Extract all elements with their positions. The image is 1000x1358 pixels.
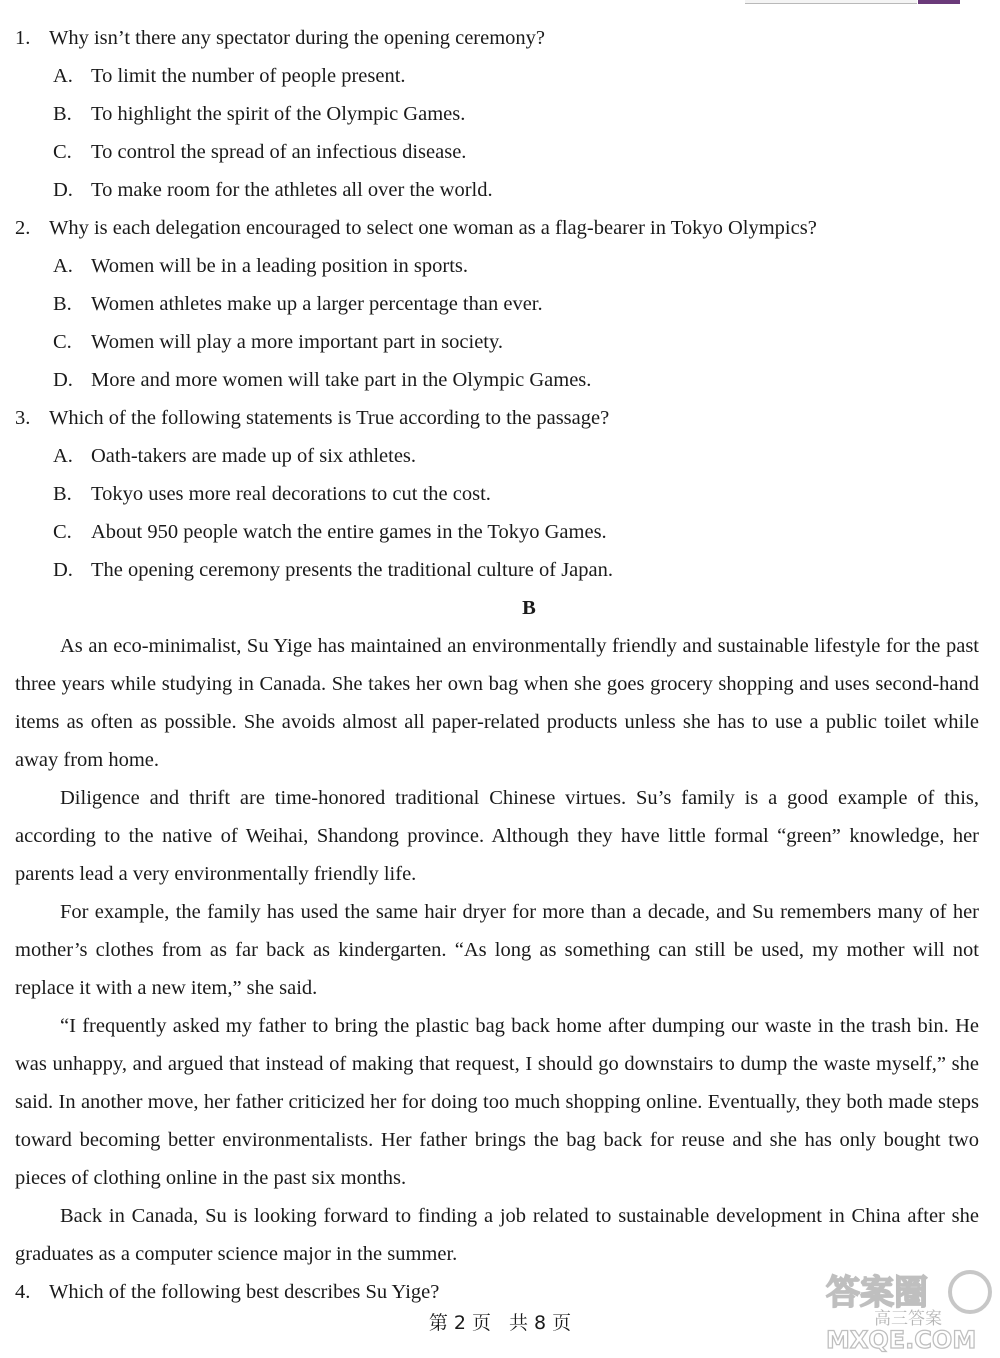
question-text: Why is each delegation encouraged to select one woman as a flag-bearer in Tokyo Olympics? <box>49 217 817 239</box>
watermark-url: MXQE.COM <box>826 1326 977 1354</box>
option-text: To control the spread of an infectious disease. <box>91 141 467 163</box>
option-letter: B. <box>53 483 72 505</box>
page-number: 第 2 页 <box>428 1312 491 1334</box>
question-number: 3. <box>15 407 31 429</box>
question-1-option-b <box>53 95 465 133</box>
question-3 <box>15 399 609 437</box>
option-text: Women will be in a leading position in sports. <box>91 255 468 277</box>
passage-paragraph-4: “I frequently asked my father to bring the plastic bag back home after dumping our waste in the trash bin. He was unhappy, and argued that instead of making that request, I should go downstairs to dump the waste myself,” she said. In another move, her father criticized her for doing too much shopping online. Eventually, they both made steps toward becoming better environmentalists. Her father brings the bag back for reuse and she has only bought two pieces of clothing online in the past six months. <box>15 1015 979 1189</box>
option-text: Women will play a more important part in society. <box>91 331 504 353</box>
option-letter: A. <box>53 445 73 467</box>
question-3-option-b <box>53 475 491 513</box>
question-1-option-c <box>53 133 466 171</box>
watermark-subtitle: 高三答案 <box>874 1309 942 1329</box>
question-1-option-a <box>53 57 406 95</box>
watermark-logo <box>822 1266 994 1354</box>
option-letter: C. <box>53 521 72 543</box>
question-text: Which of the following statements is True according to the passage? <box>49 407 610 429</box>
question-3-option-c <box>53 513 607 551</box>
option-letter: A. <box>53 65 73 87</box>
question-2-option-c <box>53 323 503 361</box>
passage-paragraph-1: As an eco-minimalist, Su Yige has maintained an environmentally friendly and sustainable lifestyle for the past three years while studying in Canada. She takes her own bag when she goes grocery shopping and uses second-hand items as often as possible. She avoids almost all paper-related products unless she has to use a public toilet while away from home. <box>15 635 979 771</box>
question-number: 4. <box>15 1281 31 1303</box>
total-pages: 共 8 页 <box>509 1312 572 1334</box>
question-2-option-b <box>53 285 543 323</box>
option-text: To limit the number of people present. <box>91 65 406 87</box>
option-letter: D. <box>53 179 73 201</box>
question-2-option-a <box>53 247 468 285</box>
passage-paragraph-3: For example, the family has used the same hair dryer for more than a decade, and Su remembers many of her mother’s clothes from as far back as kindergarten. “As long as something can still be used, my mother will not replace it with a new item,” she said. <box>15 901 979 999</box>
option-text: More and more women will take part in the Olympic Games. <box>91 369 592 391</box>
question-4 <box>15 1273 439 1311</box>
passage-paragraph-2: Diligence and thrift are time-honored traditional Chinese virtues. Su’s family is a good example of this, according to the native of Weihai, Shandong province. Although they have little formal “green” knowledge, her parents lead a very environmentally friendly life. <box>15 787 979 885</box>
option-text: To highlight the spirit of the Olympic Games. <box>91 103 466 125</box>
option-letter: C. <box>53 141 72 163</box>
option-text: Tokyo uses more real decorations to cut the cost. <box>91 483 491 505</box>
option-text: The opening ceremony presents the traditional culture of Japan. <box>91 559 613 581</box>
question-3-option-d <box>53 551 613 589</box>
question-2-option-d <box>53 361 591 399</box>
question-2 <box>15 209 817 247</box>
option-letter: A. <box>53 255 73 277</box>
option-letter: D. <box>53 559 73 581</box>
question-text: Why isn’t there any spectator during the opening ceremony? <box>49 27 546 49</box>
option-letter: B. <box>53 103 72 125</box>
question-1 <box>15 19 545 57</box>
option-text: Oath-takers are made up of six athletes. <box>91 445 417 467</box>
option-text: About 950 people watch the entire games in the Tokyo Games. <box>91 521 607 543</box>
passage-paragraph-5: Back in Canada, Su is looking forward to finding a job related to sustainable development in China after she graduates as a computer science major in the summer. <box>15 1205 979 1265</box>
watermark-ring <box>950 1272 990 1312</box>
question-number: 2. <box>15 217 31 239</box>
option-text: To make room for the athletes all over the world. <box>91 179 493 201</box>
section-heading: B <box>522 597 536 619</box>
option-letter: D. <box>53 369 73 391</box>
question-1-option-d <box>53 171 493 209</box>
option-letter: C. <box>53 331 72 353</box>
question-3-option-a <box>53 437 416 475</box>
option-text: Women athletes make up a larger percentage than ever. <box>91 293 543 315</box>
watermark-title: 答案圈 <box>826 1273 928 1313</box>
question-text: Which of the following best describes Su Yige? <box>49 1281 440 1303</box>
option-letter: B. <box>53 293 72 315</box>
question-number: 1. <box>15 27 31 49</box>
